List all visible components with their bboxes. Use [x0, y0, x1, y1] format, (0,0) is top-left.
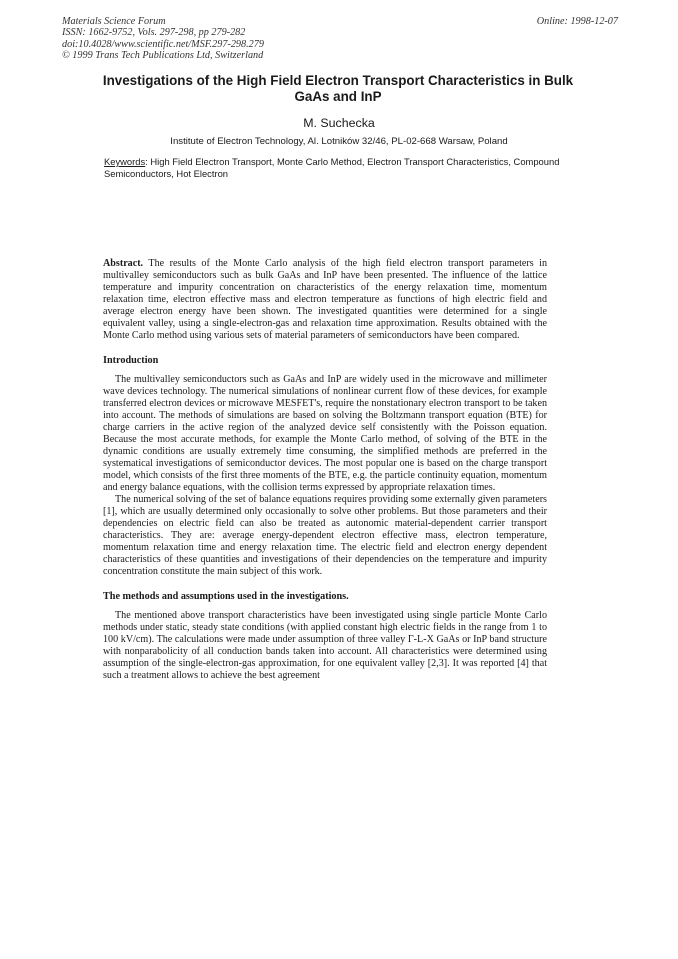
section-heading-methods: The methods and assumptions used in the investigations.	[103, 591, 349, 602]
intro-paragraph-1: The multivalley semiconductors such as GaAs and InP are widely used in the microwave and millimeter wave devices technology. The numerical simulations of nonlinear current flow of these devices, for example transferred electron devices or microwave MESFET's, require the nonstationary electron transport to be taken into account. The methods of simulations are based on solving the Boltzmann transport equation (BTE) for charge carriers in the active region of the analyzed device self consistently with the Poisson equation. Because the most accurate methods, for example the Monte Carlo method, of solving of the BTE in the dynamic conditions are usually extremely time consuming, the simplified methods are preferred in the systematical investigations of semiconductor devices. The most popular one is based on the charge transport model, which consists of the first three moments of the BTE, e.g. the particle continuity equation, momentum and energy balance equations, with the collision terms expressed by appropriate relaxation times.	[103, 374, 547, 493]
paper-title: Investigations of the High Field Electron Transport Characteristics in Bulk GaAs and InP	[102, 73, 574, 104]
abstract-label: Abstract.	[103, 258, 144, 269]
copyright-line: © 1999 Trans Tech Publications Ltd, Switzerland	[62, 50, 264, 62]
keywords-list: : High Field Electron Transport, Monte Carlo Method, Electron Transport Characteristics, Compound Semiconductors, Hot Electron	[104, 156, 560, 179]
doi-line[interactable]: doi:10.4028/www.scientific.net/MSF.297-298.279	[62, 38, 264, 50]
paper-body	[103, 258, 547, 682]
keywords	[104, 156, 566, 180]
journal-name: Materials Science Forum	[62, 16, 166, 27]
issn-line: ISSN: 1662-9752, Vols. 297-298, pp 279-282	[62, 27, 246, 39]
section-heading-introduction: Introduction	[103, 355, 159, 366]
abstract-paragraph	[103, 258, 547, 342]
online-date: Online: 1998-12-07	[536, 16, 618, 27]
methods-paragraph-1: The mentioned above transport characteristics have been investigated using single particle Monte Carlo methods under static, steady state conditions (with applied constant high electric fields in the range from 1 to 100 kV/cm). The calculations were made under assumption of three valley Γ-L-X GaAs or InP band structure with nonparabolicity of all conduction bands taken into account. All characteristics were determined using assumption of the single-electron-gas approximation, for one equivalent valley [2,3]. It was reported [4] that such a treatment allows to achieve the best agreement	[103, 610, 547, 681]
abstract-text: The results of the Monte Carlo analysis of the high field electron transport parameters in multivalley semiconductors such as bulk GaAs and InP have been presented. The influence of the lattice temperature and impurity concentration on characteristics of the energy relaxation time, momentum relaxation time, electron effective mass and electron temperature as functions of high electric field and average electron energy have been shown. The investigated quantities were determined for a single equivalent valley, using a single-electron-gas and relaxation time approximation. Results obtained with the Monte Carlo method using various sets of material parameters of semiconductors have been compared.	[103, 258, 547, 341]
intro-paragraph-2: The numerical solving of the set of balance equations requires providing some externally given parameters [1], which are usually determined only occasionally to solve other problems. But those parameters and their dependencies on electric field can also be treated as autonomic material-dependent carrier transport characteristics. They are: average energy-dependent electron effective mass, electron temperature, momentum relaxation time and energy relaxation time. The electric field and electron energy dependent characteristics of these quantities and investigations of their dependencies on the temperature and impurity concentration constitute the main subject of this work.	[103, 494, 547, 577]
keywords-label: Keywords	[104, 156, 146, 167]
author-name: M. Suchecka	[303, 116, 375, 130]
author-affiliation: Institute of Electron Technology, Al. Lotników 32/46, PL-02-668 Warsaw, Poland	[170, 136, 508, 147]
publication-meta	[62, 16, 264, 62]
